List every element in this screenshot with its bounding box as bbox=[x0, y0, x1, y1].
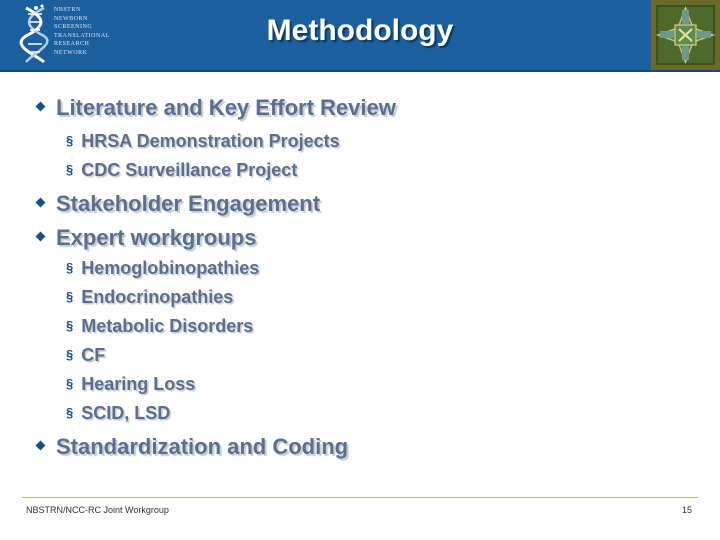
slide-title: Methodology bbox=[266, 14, 454, 47]
section-bullet-icon: § bbox=[66, 289, 74, 304]
section-bullet-icon: § bbox=[66, 318, 74, 333]
sub-bullet-cdc: § CDC Surveillance Project bbox=[66, 160, 298, 180]
footer-divider bbox=[22, 497, 698, 498]
section-bullet-icon: § bbox=[66, 376, 74, 391]
diamond-bullet-icon bbox=[36, 198, 46, 208]
section-bullet-icon: § bbox=[66, 133, 74, 148]
bullet-standardization-coding: Standardization and Coding bbox=[37, 434, 348, 460]
footer-text: NBSTRN/NCC-RC Joint Workgroup bbox=[26, 505, 169, 515]
bullet-literature-review: Literature and Key Effort Review bbox=[37, 95, 396, 121]
section-bullet-icon: § bbox=[66, 162, 74, 177]
sub-bullet-hemoglobinopathies: § Hemoglobinopathies bbox=[66, 258, 260, 278]
sub-bullet-hrsa: § HRSA Demonstration Projects bbox=[66, 131, 340, 151]
bullet-expert-workgroups: Expert workgroups bbox=[37, 225, 256, 251]
sub-bullet-endocrinopathies: § Endocrinopathies bbox=[66, 287, 234, 307]
bullet-stakeholder-engagement: Stakeholder Engagement bbox=[37, 191, 320, 217]
sub-bullet-metabolic-disorders: § Metabolic Disorders bbox=[66, 316, 254, 336]
organization-name: NBSTRN NEWBORN SCREENING TRANSLATIONAL RESEARCH NETWORK bbox=[54, 7, 110, 56]
section-bullet-icon: § bbox=[66, 260, 74, 275]
page-number: 15 bbox=[681, 505, 692, 515]
sub-bullet-hearing-loss: § Hearing Loss bbox=[66, 374, 196, 394]
sub-bullet-cf: § CF bbox=[66, 345, 106, 365]
diamond-bullet-icon bbox=[36, 441, 46, 451]
sub-bullet-scid-lsd: § SCID, LSD bbox=[66, 403, 171, 423]
section-bullet-icon: § bbox=[66, 347, 74, 362]
section-bullet-icon: § bbox=[66, 405, 74, 420]
diamond-bullet-icon bbox=[36, 102, 46, 112]
diamond-bullet-icon bbox=[36, 232, 46, 242]
